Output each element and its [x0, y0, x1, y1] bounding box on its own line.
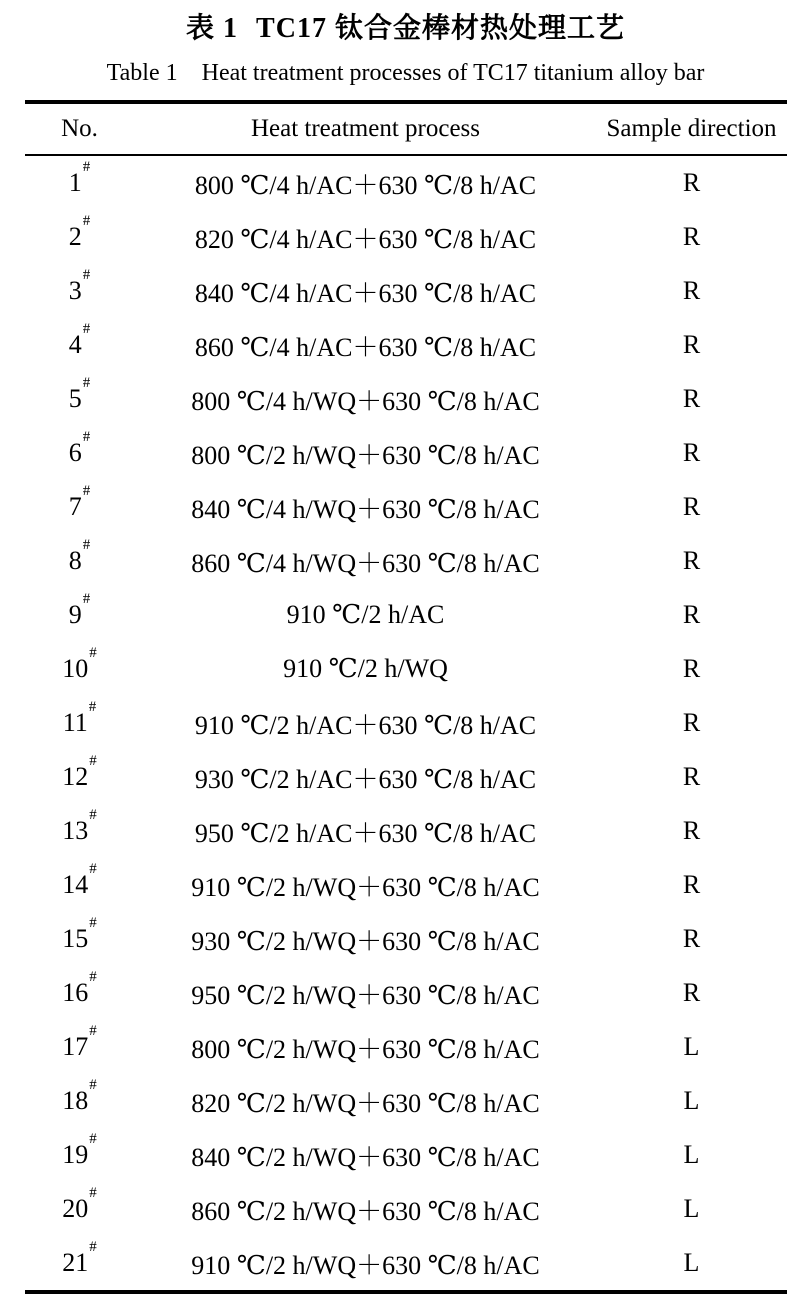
sample-number: 2: [68, 222, 82, 251]
number-hash-superscript: #: [82, 429, 91, 446]
table-row: [25, 966, 787, 1020]
number-hash-superscript: #: [89, 915, 97, 932]
caption-english-label: Table 1: [106, 60, 178, 86]
cell-sample-number: [25, 267, 135, 306]
cell-sample-number: [25, 861, 135, 900]
cell-sample-number: [25, 1023, 135, 1062]
table-row: [25, 1236, 787, 1290]
table-row: [25, 264, 787, 318]
cell-sample-direction: R: [682, 168, 701, 197]
table-row: [25, 750, 787, 804]
cell-sample-number: [25, 1077, 135, 1116]
cell-sample-number: [25, 1239, 135, 1278]
table-row: [25, 804, 787, 858]
cell-sample-direction: R: [682, 384, 701, 413]
caption-chinese-label: 表 1: [186, 13, 239, 44]
table-row: [25, 642, 787, 696]
cell-heat-treatment-process: 950 ℃/2 h/WQ＋630 ℃/8 h/AC: [191, 980, 540, 1010]
cell-sample-direction: L: [683, 1032, 700, 1061]
table-caption-english: [0, 60, 811, 87]
cell-sample-direction: R: [682, 222, 701, 251]
cell-heat-treatment-process: 930 ℃/2 h/WQ＋630 ℃/8 h/AC: [191, 926, 540, 956]
sample-number: 8: [68, 546, 82, 575]
table-row: [25, 372, 787, 426]
sample-number: 11: [62, 708, 88, 737]
number-hash-superscript: #: [89, 1131, 97, 1148]
cell-heat-treatment-process: 930 ℃/2 h/AC＋630 ℃/8 h/AC: [194, 764, 537, 794]
sample-number: 20: [62, 1194, 89, 1223]
cell-sample-number: [25, 753, 135, 792]
sample-number: 3: [68, 276, 82, 305]
cell-heat-treatment-process: 800 ℃/4 h/AC＋630 ℃/8 h/AC: [194, 170, 537, 200]
table-body: [25, 156, 787, 1290]
number-hash-superscript: #: [82, 159, 91, 176]
cell-sample-direction: R: [682, 870, 701, 899]
sample-number: 18: [62, 1086, 89, 1115]
table-row: [25, 480, 787, 534]
sample-number: 12: [62, 762, 89, 791]
cell-sample-number: [25, 591, 135, 630]
number-hash-superscript: #: [89, 753, 97, 770]
cell-sample-direction: L: [683, 1086, 700, 1115]
cell-sample-number: [25, 213, 135, 252]
table-row: [25, 696, 787, 750]
sample-number: 15: [62, 924, 89, 953]
column-header-process: Heat treatment process: [250, 115, 481, 142]
table-row: [25, 1128, 787, 1182]
sample-number: 16: [62, 978, 89, 1007]
number-hash-superscript: #: [89, 969, 97, 986]
heat-treatment-table: [25, 100, 787, 1294]
number-hash-superscript: #: [82, 213, 91, 230]
cell-heat-treatment-process: 910 ℃/2 h/AC＋630 ℃/8 h/AC: [194, 710, 537, 740]
cell-sample-direction: L: [683, 1194, 700, 1223]
column-header-no: No.: [61, 115, 98, 142]
caption-english-text: Heat treatment processes of TC17 titanium alloy bar: [201, 60, 705, 86]
cell-sample-direction: R: [682, 438, 701, 467]
cell-heat-treatment-process: 910 ℃/2 h/WQ＋630 ℃/8 h/AC: [191, 1250, 540, 1280]
cell-sample-number: [25, 969, 135, 1008]
number-hash-superscript: #: [89, 1023, 97, 1040]
cell-sample-direction: R: [682, 816, 701, 845]
cell-heat-treatment-process: 820 ℃/2 h/WQ＋630 ℃/8 h/AC: [191, 1088, 540, 1118]
cell-heat-treatment-process: 910 ℃/2 h/AC: [286, 600, 445, 629]
sample-number: 7: [68, 492, 82, 521]
cell-heat-treatment-process: 800 ℃/2 h/WQ＋630 ℃/8 h/AC: [191, 440, 540, 470]
sample-number: 9: [68, 600, 82, 629]
cell-heat-treatment-process: 840 ℃/4 h/WQ＋630 ℃/8 h/AC: [191, 494, 540, 524]
number-hash-superscript: #: [89, 1185, 97, 1202]
cell-sample-number: [25, 807, 135, 846]
cell-sample-direction: R: [682, 330, 701, 359]
cell-heat-treatment-process: 840 ℃/4 h/AC＋630 ℃/8 h/AC: [194, 278, 537, 308]
sample-number: 21: [62, 1248, 89, 1277]
sample-number: 6: [68, 438, 82, 467]
cell-sample-number: [25, 321, 135, 360]
number-hash-superscript: #: [89, 861, 97, 878]
cell-sample-direction: R: [682, 978, 701, 1007]
number-hash-superscript: #: [88, 699, 97, 716]
cell-sample-number: [25, 483, 135, 522]
table-row: [25, 156, 787, 210]
table-row: [25, 426, 787, 480]
cell-heat-treatment-process: 910 ℃/2 h/WQ＋630 ℃/8 h/AC: [191, 872, 540, 902]
sample-number: 13: [62, 816, 89, 845]
cell-heat-treatment-process: 820 ℃/4 h/AC＋630 ℃/8 h/AC: [194, 224, 537, 254]
cell-sample-direction: R: [682, 762, 701, 791]
table-caption-chinese: [0, 0, 811, 46]
cell-sample-number: [25, 1131, 135, 1170]
cell-sample-number: [25, 159, 135, 198]
cell-sample-direction: R: [682, 654, 701, 683]
table-row: [25, 318, 787, 372]
cell-sample-number: [25, 1185, 135, 1224]
table-row: [25, 588, 787, 642]
number-hash-superscript: #: [89, 1239, 97, 1256]
cell-sample-number: [25, 645, 135, 684]
sample-number: 10: [62, 654, 89, 683]
number-hash-superscript: #: [82, 267, 91, 284]
number-hash-superscript: #: [89, 645, 97, 662]
cell-sample-number: [25, 537, 135, 576]
sample-number: 17: [62, 1032, 89, 1061]
cell-heat-treatment-process: 860 ℃/4 h/AC＋630 ℃/8 h/AC: [194, 332, 537, 362]
cell-sample-direction: R: [682, 546, 701, 575]
number-hash-superscript: #: [82, 537, 91, 554]
table-header-row: [25, 104, 787, 156]
cell-heat-treatment-process: 860 ℃/2 h/WQ＋630 ℃/8 h/AC: [191, 1196, 540, 1226]
cell-sample-direction: L: [683, 1248, 700, 1277]
number-hash-superscript: #: [89, 1077, 97, 1094]
number-hash-superscript: #: [82, 321, 91, 338]
sample-number: 5: [68, 384, 82, 413]
cell-heat-treatment-process: 950 ℃/2 h/AC＋630 ℃/8 h/AC: [194, 818, 537, 848]
cell-heat-treatment-process: 910 ℃/2 h/WQ: [283, 654, 448, 683]
column-header-sample-direction: Sample direction: [606, 115, 777, 142]
table-row: [25, 210, 787, 264]
cell-sample-direction: R: [682, 276, 701, 305]
table-row: [25, 1020, 787, 1074]
sample-number: 1: [68, 168, 82, 197]
cell-sample-number: [25, 375, 135, 414]
sample-number: 4: [68, 330, 82, 359]
table-row: [25, 534, 787, 588]
table-row: [25, 1074, 787, 1128]
number-hash-superscript: #: [89, 807, 97, 824]
sample-number: 14: [62, 870, 89, 899]
cell-sample-number: [25, 915, 135, 954]
cell-sample-direction: R: [682, 600, 701, 629]
cell-sample-direction: L: [683, 1140, 700, 1169]
caption-chinese-text: TC17 钛合金棒材热处理工艺: [256, 13, 625, 44]
cell-sample-number: [25, 429, 135, 468]
cell-heat-treatment-process: 840 ℃/2 h/WQ＋630 ℃/8 h/AC: [191, 1142, 540, 1172]
sample-number: 19: [62, 1140, 89, 1169]
cell-sample-number: [25, 699, 135, 738]
cell-sample-direction: R: [682, 492, 701, 521]
number-hash-superscript: #: [82, 375, 91, 392]
table-row: [25, 912, 787, 966]
cell-heat-treatment-process: 800 ℃/4 h/WQ＋630 ℃/8 h/AC: [191, 386, 540, 416]
cell-sample-direction: R: [682, 924, 701, 953]
cell-heat-treatment-process: 800 ℃/2 h/WQ＋630 ℃/8 h/AC: [191, 1034, 540, 1064]
table-row: [25, 858, 787, 912]
number-hash-superscript: #: [82, 483, 91, 500]
table-row: [25, 1182, 787, 1236]
number-hash-superscript: #: [82, 591, 91, 608]
cell-sample-direction: R: [682, 708, 701, 737]
cell-heat-treatment-process: 860 ℃/4 h/WQ＋630 ℃/8 h/AC: [191, 548, 540, 578]
